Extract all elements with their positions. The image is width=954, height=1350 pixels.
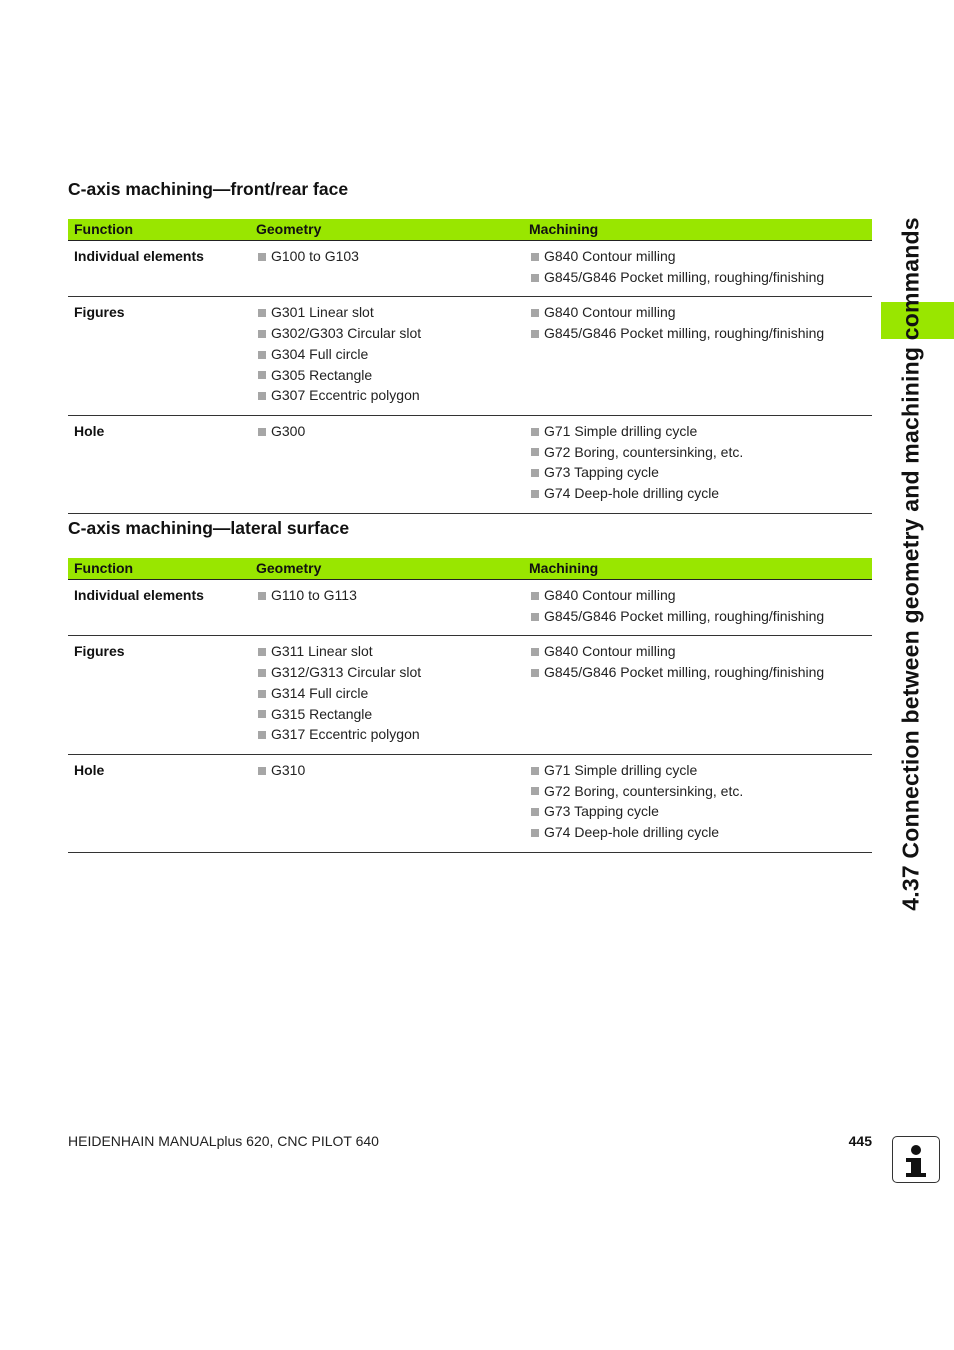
- square-bullet-icon: [531, 253, 539, 261]
- list-item: [529, 641, 866, 662]
- list-item: [529, 267, 866, 288]
- square-bullet-icon: [531, 767, 539, 775]
- square-bullet-icon: [531, 490, 539, 498]
- table-front-rear-face: [68, 219, 872, 514]
- item-text: G74 Deep-hole drilling cycle: [544, 824, 720, 841]
- table-row: [68, 754, 872, 852]
- item-text: G307 Eccentric polygon: [271, 387, 420, 404]
- square-bullet-icon: [258, 592, 266, 600]
- list-item: [256, 704, 517, 725]
- list-item: [256, 662, 517, 683]
- square-bullet-icon: [531, 309, 539, 317]
- list-item: [529, 462, 866, 483]
- geometry-cell: [250, 415, 523, 513]
- square-bullet-icon: [531, 648, 539, 656]
- square-bullet-icon: [531, 274, 539, 282]
- item-text: G845/G846 Pocket milling, roughing/finishing: [544, 268, 825, 285]
- list-item: [256, 302, 517, 323]
- item-text: G300: [271, 422, 306, 439]
- square-bullet-icon: [531, 592, 539, 600]
- list-item: [529, 323, 866, 344]
- square-bullet-icon: [258, 330, 266, 338]
- item-text: G840 Contour milling: [544, 248, 676, 264]
- item-text: G840 Contour milling: [544, 643, 676, 660]
- item-text: G314 Full circle: [271, 684, 369, 701]
- machining-cell: [523, 241, 872, 297]
- list-item: [529, 781, 866, 802]
- list-item: [529, 246, 866, 267]
- item-text: G845/G846 Pocket milling, roughing/finishing: [544, 664, 825, 681]
- item-text: G72 Boring, countersinking, etc.: [544, 443, 744, 460]
- list-item: [529, 483, 866, 504]
- square-bullet-icon: [531, 330, 539, 338]
- item-text: G311 Linear slot: [271, 643, 373, 660]
- square-bullet-icon: [258, 710, 266, 718]
- table-header-row: [68, 219, 872, 241]
- list-item: [529, 801, 866, 822]
- column-header-function: Function: [68, 219, 250, 241]
- machining-cell: [523, 415, 872, 513]
- machining-cell: [523, 636, 872, 755]
- table-lateral-surface: [68, 558, 872, 853]
- geometry-cell: [250, 754, 523, 852]
- list-item: [256, 246, 517, 267]
- item-text: G845/G846 Pocket milling, roughing/finishing: [544, 607, 825, 624]
- info-icon: [892, 1136, 940, 1183]
- square-bullet-icon: [531, 669, 539, 677]
- square-bullet-icon: [258, 309, 266, 317]
- list-item: [256, 365, 517, 386]
- list-item: [529, 585, 866, 606]
- square-bullet-icon: [258, 690, 266, 698]
- function-cell: Individual elements: [68, 241, 250, 297]
- function-cell: Individual elements: [68, 580, 250, 636]
- item-text: G302/G303 Circular slot: [271, 325, 422, 342]
- list-item: [256, 760, 517, 781]
- column-header-machining: Machining: [523, 558, 872, 580]
- page-number: 445: [848, 1133, 872, 1149]
- square-bullet-icon: [531, 613, 539, 621]
- list-item: [256, 724, 517, 745]
- column-header-function: Function: [68, 558, 250, 580]
- square-bullet-icon: [258, 371, 266, 379]
- machining-cell: [523, 580, 872, 636]
- function-cell: Hole: [68, 754, 250, 852]
- geometry-cell: [250, 241, 523, 297]
- geometry-cell: [250, 297, 523, 416]
- list-item: [529, 442, 866, 463]
- item-text: G110 to G113: [271, 587, 357, 603]
- table-header-row: [68, 558, 872, 580]
- list-item: [256, 344, 517, 365]
- item-text: G317 Eccentric polygon: [271, 726, 420, 743]
- list-item: [256, 641, 517, 662]
- list-item: [256, 385, 517, 406]
- section-title-front-rear-face: C-axis machining—front/rear face: [68, 179, 349, 199]
- item-text: G315 Rectangle: [271, 705, 373, 722]
- item-text: G304 Full circle: [271, 345, 369, 362]
- item-text: G312/G313 Circular slot: [271, 664, 422, 681]
- square-bullet-icon: [531, 448, 539, 456]
- machining-cell: [523, 754, 872, 852]
- square-bullet-icon: [258, 669, 266, 677]
- square-bullet-icon: [531, 469, 539, 477]
- item-text: G845/G846 Pocket milling, roughing/finishing: [544, 325, 825, 342]
- item-text: G305 Rectangle: [271, 366, 373, 383]
- item-text: G301 Linear slot: [271, 304, 374, 321]
- item-text: G840 Contour milling: [544, 587, 676, 603]
- square-bullet-icon: [531, 829, 539, 837]
- geometry-cell: [250, 580, 523, 636]
- square-bullet-icon: [258, 731, 266, 739]
- list-item: [529, 662, 866, 683]
- item-text: G71 Simple drilling cycle: [544, 422, 698, 439]
- square-bullet-icon: [258, 392, 266, 400]
- section-title-lateral-surface: C-axis machining—lateral surface: [68, 518, 350, 538]
- table-row: [68, 297, 872, 416]
- square-bullet-icon: [531, 808, 539, 816]
- list-item: [529, 302, 866, 323]
- square-bullet-icon: [531, 428, 539, 436]
- chapter-side-title: 4.37 Connection between geometry and machining commands: [897, 217, 924, 911]
- item-text: G73 Tapping cycle: [544, 464, 659, 481]
- square-bullet-icon: [258, 428, 266, 436]
- footer-product-name: HEIDENHAIN MANUALplus 620, CNC PILOT 640: [68, 1133, 379, 1149]
- function-cell: Figures: [68, 297, 250, 416]
- geometry-cell: [250, 636, 523, 755]
- list-item: [256, 683, 517, 704]
- item-text: G73 Tapping cycle: [544, 803, 659, 820]
- square-bullet-icon: [258, 253, 266, 261]
- table-row: [68, 636, 872, 755]
- list-item: [529, 606, 866, 627]
- square-bullet-icon: [258, 351, 266, 359]
- item-text: G840 Contour milling: [544, 304, 676, 321]
- column-header-machining: Machining: [523, 219, 872, 241]
- table-row: [68, 241, 872, 297]
- list-item: [529, 822, 866, 843]
- square-bullet-icon: [258, 648, 266, 656]
- machining-cell: [523, 297, 872, 416]
- square-bullet-icon: [258, 767, 266, 775]
- item-text: G310: [271, 761, 306, 778]
- column-header-geometry: Geometry: [250, 558, 523, 580]
- list-item: [256, 421, 517, 442]
- list-item: [529, 421, 866, 442]
- function-cell: Hole: [68, 415, 250, 513]
- table-row: [68, 580, 872, 636]
- list-item: [529, 760, 866, 781]
- list-item: [256, 323, 517, 344]
- square-bullet-icon: [531, 787, 539, 795]
- item-text: G74 Deep-hole drilling cycle: [544, 485, 720, 502]
- column-header-geometry: Geometry: [250, 219, 523, 241]
- item-text: G71 Simple drilling cycle: [544, 761, 698, 778]
- function-cell: Figures: [68, 636, 250, 755]
- table-row: [68, 415, 872, 513]
- item-text: G100 to G103: [271, 248, 359, 264]
- item-text: G72 Boring, countersinking, etc.: [544, 782, 744, 799]
- list-item: [256, 585, 517, 606]
